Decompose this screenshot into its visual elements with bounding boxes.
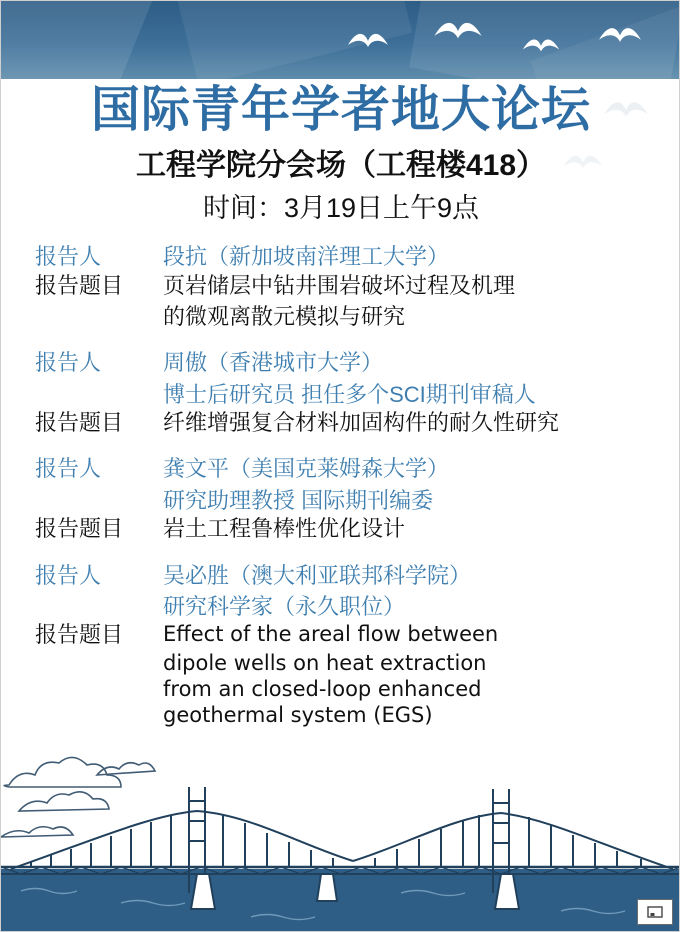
topic-line: 纤维增强复合材料加固构件的耐久性研究 [163, 409, 560, 435]
layout-spacer [35, 590, 163, 621]
fullscreen-button[interactable] [637, 899, 673, 925]
topic-line: 的微观离散元模拟与研究 [163, 304, 406, 330]
top-banner [1, 1, 680, 79]
layout-spacer [35, 702, 163, 728]
speaker-name: 龚文平（美国克莱姆森大学） [163, 456, 450, 482]
topic-label: 报告题目 [35, 622, 124, 648]
topic-line: Effect of the areal flow between [163, 622, 499, 647]
speaker-name: 吴必胜（澳大利亚联邦科学院） [163, 562, 472, 588]
bird-icon [346, 29, 390, 51]
page-title: 国际青年学者地大论坛 [90, 83, 591, 137]
speaker-label: 报告人 [35, 350, 102, 376]
talk-item [35, 349, 667, 437]
speaker-label: 报告人 [35, 562, 102, 588]
topic-label: 报告题目 [35, 409, 124, 435]
talk-item [35, 243, 667, 331]
fullscreen-icon [647, 906, 663, 918]
topic-line: 页岩储层中钻井围岩破坏过程及机理 [163, 272, 516, 298]
layout-spacer [35, 676, 163, 702]
topic-line: from an closed-loop enhanced [163, 677, 482, 701]
speaker-affiliation: 研究助理教授 国际期刊编委 [163, 487, 434, 513]
topic-line: dipole wells on heat extraction [163, 650, 487, 675]
speaker-name: 段抗（新加坡南洋理工大学） [163, 244, 450, 269]
speaker-affiliation: 博士后研究员 担任多个SCI期刊审稿人 [163, 381, 536, 407]
banner-shard [1, 1, 168, 79]
topic-line: 岩土工程鲁棒性优化设计 [163, 515, 406, 541]
talk-item [35, 562, 667, 729]
layout-spacer [35, 300, 163, 331]
bottom-illustration [1, 741, 680, 931]
talk-item [35, 455, 667, 543]
bridge-icon [1, 741, 680, 931]
topic-label: 报告题目 [35, 272, 124, 298]
talk-list [35, 243, 667, 747]
bird-icon [431, 17, 485, 43]
event-time: 时间：3月19日上午9点 [202, 192, 480, 223]
speaker-label: 报告人 [35, 244, 102, 269]
speaker-label: 报告人 [35, 456, 102, 482]
topic-line: geothermal system (EGS) [163, 703, 433, 728]
topic-label: 报告题目 [35, 515, 124, 541]
layout-spacer [35, 484, 163, 515]
bird-icon [597, 23, 643, 46]
speaker-name: 周傲（香港城市大学） [163, 350, 384, 376]
title-block [1, 83, 680, 224]
layout-spacer [35, 650, 163, 676]
speaker-affiliation: 研究科学家（永久职位） [163, 594, 406, 620]
bird-icon [521, 35, 561, 55]
sub-title: 工程学院分会场（工程楼418） [135, 148, 547, 182]
layout-spacer [35, 378, 163, 409]
